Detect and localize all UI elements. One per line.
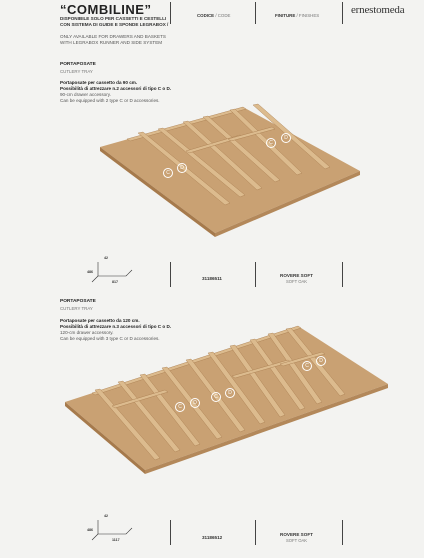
product-code: 31186511 xyxy=(202,276,222,281)
accessory-callout-d: D xyxy=(225,388,235,398)
divider xyxy=(170,2,171,24)
divider xyxy=(342,520,343,545)
product-code: 31186512 xyxy=(202,535,223,540)
finish-name: ROVERE SOFT xyxy=(280,273,313,278)
dimension-width: 817 xyxy=(112,280,118,284)
divider xyxy=(342,2,343,24)
page-title: “COMBILINE” xyxy=(60,2,152,17)
accessory-callout-c: C xyxy=(163,168,173,178)
divider xyxy=(170,520,171,545)
dimension-width: 1117 xyxy=(112,538,120,542)
accessory-callout-d: D xyxy=(316,356,326,366)
divider xyxy=(342,262,343,287)
section-1-subtitle: CUTLERY TRAY xyxy=(60,69,93,74)
accessory-callout-c: C xyxy=(175,402,185,412)
section-1-description: Portaposate per cassetto da 90 cm. Possibilità di attrezzare n.2 accessori di tipo C o D. 90-cm drawer accessory. Can be equipped with 2 type C or D accessories. xyxy=(60,80,172,103)
dimension-depth: 486 xyxy=(87,528,93,532)
divider xyxy=(255,2,256,24)
availability-note-en: ONLY AVAILABLE FOR DRAWERS AND BASKETS WITH LEGRABOX RUNNER AND SIDE SYSTEM xyxy=(60,34,166,45)
accessory-callout-d: D xyxy=(281,133,291,143)
finish-column-label: FINITURE / FINISHES xyxy=(275,13,320,18)
accessory-callout-d: D xyxy=(190,398,200,408)
finish-name-en: SOFT OAK xyxy=(286,279,308,284)
finish-name: ROVERE SOFT xyxy=(280,532,313,537)
section-1-title: PORTAPOSATE xyxy=(60,62,96,67)
dimension-height: 42 xyxy=(104,514,108,518)
code-column-label: CODICE / CODE xyxy=(197,13,231,18)
section-2-description: Portaposate per cassetto da 120 cm. Possibilità di attrezzare n.3 accessori di tipo C o D. 120-cm drawer accessory. Can be equipped with 3 type C or D accessories. xyxy=(60,318,172,341)
dimension-depth: 486 xyxy=(87,270,93,274)
accessory-callout-d: D xyxy=(177,163,187,173)
section-2-title: PORTAPOSATE xyxy=(60,299,96,304)
section-2-subtitle: CUTLERY TRAY xyxy=(60,306,93,311)
accessory-callout-c: C xyxy=(211,392,221,402)
cutlery-tray-90-illustration xyxy=(0,95,424,245)
dimension-height: 42 xyxy=(104,256,108,260)
accessory-callout-c: C xyxy=(266,138,276,148)
divider xyxy=(170,262,171,287)
availability-note-it: DISPONIBILE SOLO PER CASSETTI E CESTELLI CON SISTEMA DI GUIDE E SPONDE LEGRABOX / xyxy=(60,16,169,27)
divider xyxy=(255,520,256,545)
brand-logo: ernestomeda xyxy=(351,4,405,16)
accessory-callout-c: C xyxy=(302,361,312,371)
divider xyxy=(255,262,256,287)
finish-name-en: SOFT OAK xyxy=(286,538,308,543)
